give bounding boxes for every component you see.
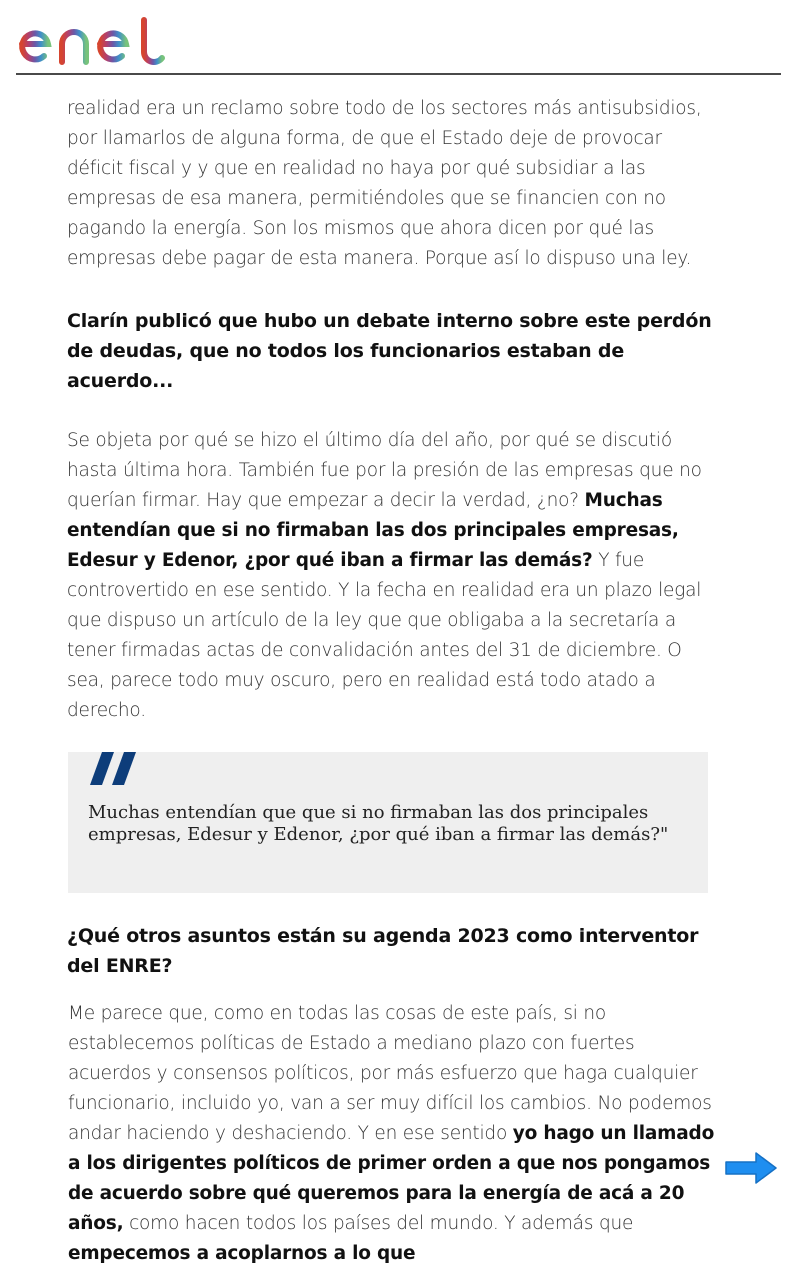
paragraph-text: Y fue controvertido en ese sentido. Y la fecha en realidad era un plazo legal que dispuso un artículo de la ley que que obligaba a la secretaría a tener firmadas actas de convalidación antes del 31 de diciembre. O sea, parece todo muy oscuro, pero en realidad está todo atado a derecho. — [67, 550, 702, 721]
header-divider — [16, 73, 781, 75]
paragraph-text: Me parece que, como en todas las cosas de este país, si no establecemos políticas de Estado a mediano plazo con fuertes acuerdos y consensos políticos, por más esfuerzo que haga cualquier funcionario, incluido yo, van a ser muy difícil los cambios. No podemos andar haciendo y deshaciendo. Y en ese sentido — [68, 1003, 712, 1144]
bold-text: Muchas entendían que si no firmaban las dos principales empresas, Edesur y Edenor, ¿por qué iban a firmar las demás? — [67, 490, 679, 571]
enel-logo[interactable] — [16, 14, 172, 70]
interview-question: ¿Qué otros asuntos están su agenda 2023 como interventor del ENRE? — [67, 925, 699, 977]
quote-mark-icon — [90, 752, 140, 786]
paragraph — [67, 426, 717, 726]
paragraph: realidad era un reclamo sobre todo de los sectores más antisubsidios, por llamarlos de alguna forma, de que el Estado deje de provocar déficit fiscal y y que en realidad no haya por qué subsidiar a las empresas de esa manera, permitiéndoles que se financien con no pagando la energía. Son los mismos que ahora dicen por qué las empresas debe pagar de esta manera. Porque así lo dispuso una ley. — [67, 98, 702, 269]
article-body — [67, 94, 717, 1269]
paragraph-text: Se objeta por qué se hizo el último día del año, por qué se discutió hasta última hora. También fue por la presión de las empresas que no querían firmar. Hay que empezar a decir la verdad, ¿no? — [67, 430, 702, 511]
site-header — [0, 0, 800, 76]
bold-text: yo hago un llamado a los dirigentes políticos de primer orden a que nos pongamos de acuerdo sobre qué queremos para la energía de acá a 20 años, — [68, 1123, 715, 1234]
paragraph-text: como hacen todos los países del mundo. Y además que — [123, 1213, 634, 1234]
pull-quote-text: Muchas entendían que que si no firmaban las dos principales empresas, Edesur y Edenor, ¿por qué iban a firmar las demás?" — [88, 802, 669, 845]
paragraph — [68, 999, 717, 1269]
bold-text: empecemos a acoplarnos a lo que — [68, 1243, 416, 1264]
pull-quote — [68, 752, 708, 893]
interview-question: Clarín publicó que hubo un debate interno sobre este perdón de deudas, que no todos los funcionarios estaban de acuerdo... — [67, 310, 712, 392]
arrow-right-icon[interactable] — [724, 1150, 778, 1186]
